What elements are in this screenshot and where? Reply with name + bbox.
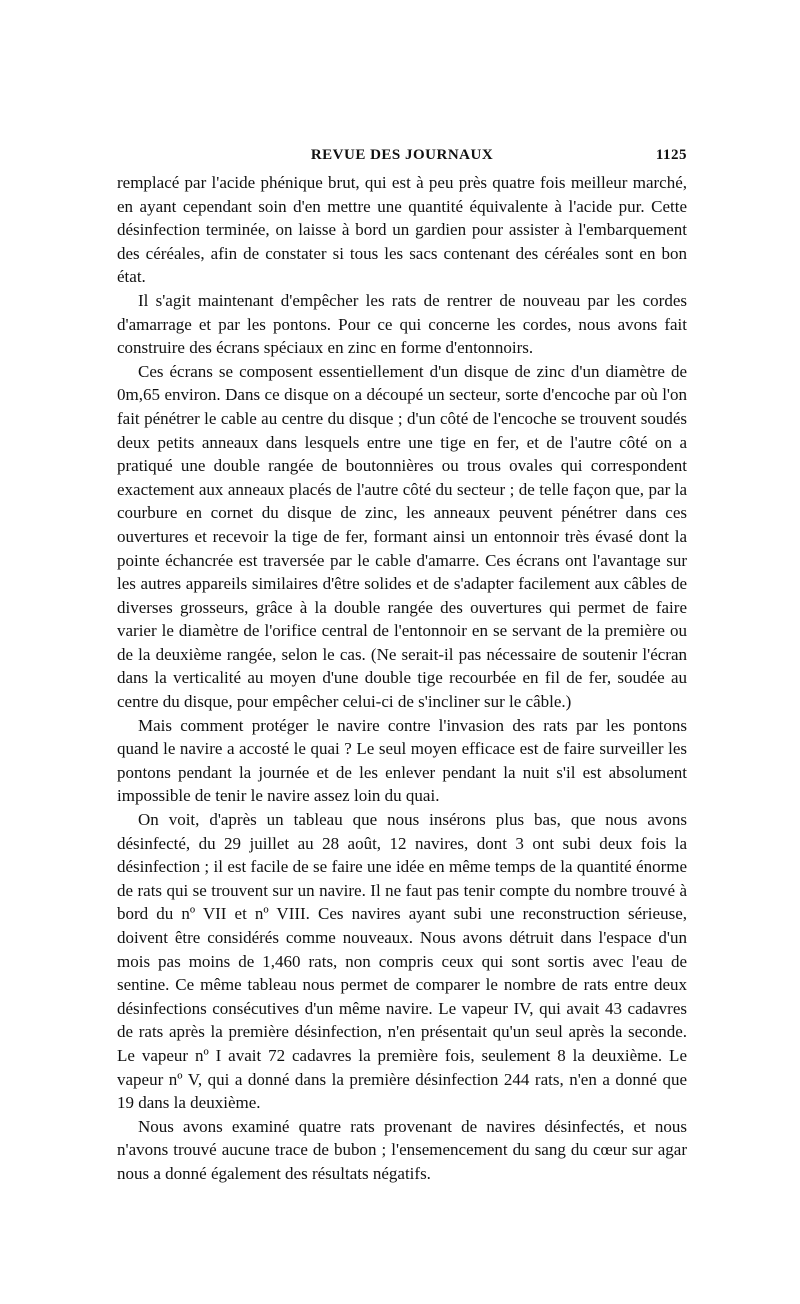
document-page <box>117 147 687 1186</box>
running-header <box>117 147 687 171</box>
paragraph-screen-description: Ces écrans se composent essentiellement d'un disque de zinc d'un diamètre de 0m,65 environ. Dans ce disque on a découpé un secteur, sorte d'encoche par où l'on fait pénétrer le cable au centre du disque ; d'un côté de l'encoche se trouvent soudés deux petits anneaux dans lesquels entre une tige en fer, et de l'autre côté on a pratiqué une double rangée de boutonnières ou trous ovales qui correspondent exactement aux anneaux placés de l'autre côté du secteur ; de telle façon que, par la courbure en cornet du disque de zinc, les anneaux peuvent pénétrer dans ces ouvertures et recevoir la tige de fer, formant ainsi un entonnoir très évasé dont la pointe échancrée est traversée par le cable d'amarre. Ces écrans ont l'avantage sur les autres appareils similaires d'être solides et de s'adapter facilement aux câbles de diverses grosseurs, grâce à la double rangée des ouvertures qui permet de faire varier le diamètre de l'orifice central de l'entonnoir en se servant de la première ou de la deuxième rangée, selon le cas. (Ne serait-il pas nécessaire de soutenir l'écran dans la verticalité au moyen d'une double tige recourbée en fil de fer, soudée au centre du disque, pour empêcher celui-ci de s'incliner sur le câble.) <box>117 361 687 712</box>
paragraph-pontoons: Mais comment protéger le navire contre l'invasion des rats par les pontons quand le navire a accosté le quai ? Le seul moyen efficace est de faire surveiller les pontons pendant la journée et de les enlever pendant la nuit s'il est absolument impossible de tenir le navire assez loin du quai. <box>117 715 687 806</box>
page-number: 1125 <box>655 147 687 163</box>
journal-title: REVUE DES JOURNAUX <box>310 147 494 163</box>
article-body <box>117 171 687 1186</box>
paragraph-rat-screens: Il s'agit maintenant d'empêcher les rats de rentrer de nouveau par les cordes d'amarrage et par les pontons. Pour ce qui concerne les cordes, nous avons fait construire des écrans spéciaux en zinc en forme d'entonnoirs. <box>117 290 687 358</box>
paragraph-bubo-examination: Nous avons examiné quatre rats provenant de navires désinfectés, et nous n'avons trouvé aucune trace de bubon ; l'ensemencement du sang du cœur sur agar nous a donné également des résultats négatifs. <box>117 1116 687 1183</box>
paragraph-continuation: remplacé par l'acide phénique brut, qui est à peu près quatre fois meilleur marché, en ayant cependant soin d'en mettre une quantité équivalente à l'acide pur. Cette désinfection terminée, on laisse à bord un gardien pour assister à l'embarquement des céréales, afin de constater si tous les sacs contenant des céréales sont en bon état. <box>117 173 687 287</box>
paragraph-disinfection-results: On voit, d'après un tableau que nous insérons plus bas, que nous avons désinfecté, du 29 juillet au 28 août, 12 navires, dont 3 ont subi deux fois la désinfection ; il est facile de se faire une idée en même temps de la quantité énorme de rats qui se trouvent sur un navire. Il ne faut pas tenir compte du nombre trouvé à bord du nº VII et nº VIII. Ces navires ayant subi une reconstruction sérieuse, doivent être considérés comme nouveaux. Nous avons détruit dans l'espace d'un mois pas moins de 1,460 rats, non compris ceux qui sont sortis avec l'eau de sentine. Ce même tableau nous permet de comparer le nombre de rats entre deux désinfections consécutives d'un même navire. Le vapeur IV, qui avait 43 cadavres de rats après la première désinfection, n'en présentait qu'un seul après la seconde. Le vapeur nº I avait 72 cadavres la première fois, seulement 8 la deuxième. Le vapeur nº V, qui a donné dans la première désinfection 244 rats, n'en a donné que 19 dans la deuxième. <box>117 810 687 1113</box>
